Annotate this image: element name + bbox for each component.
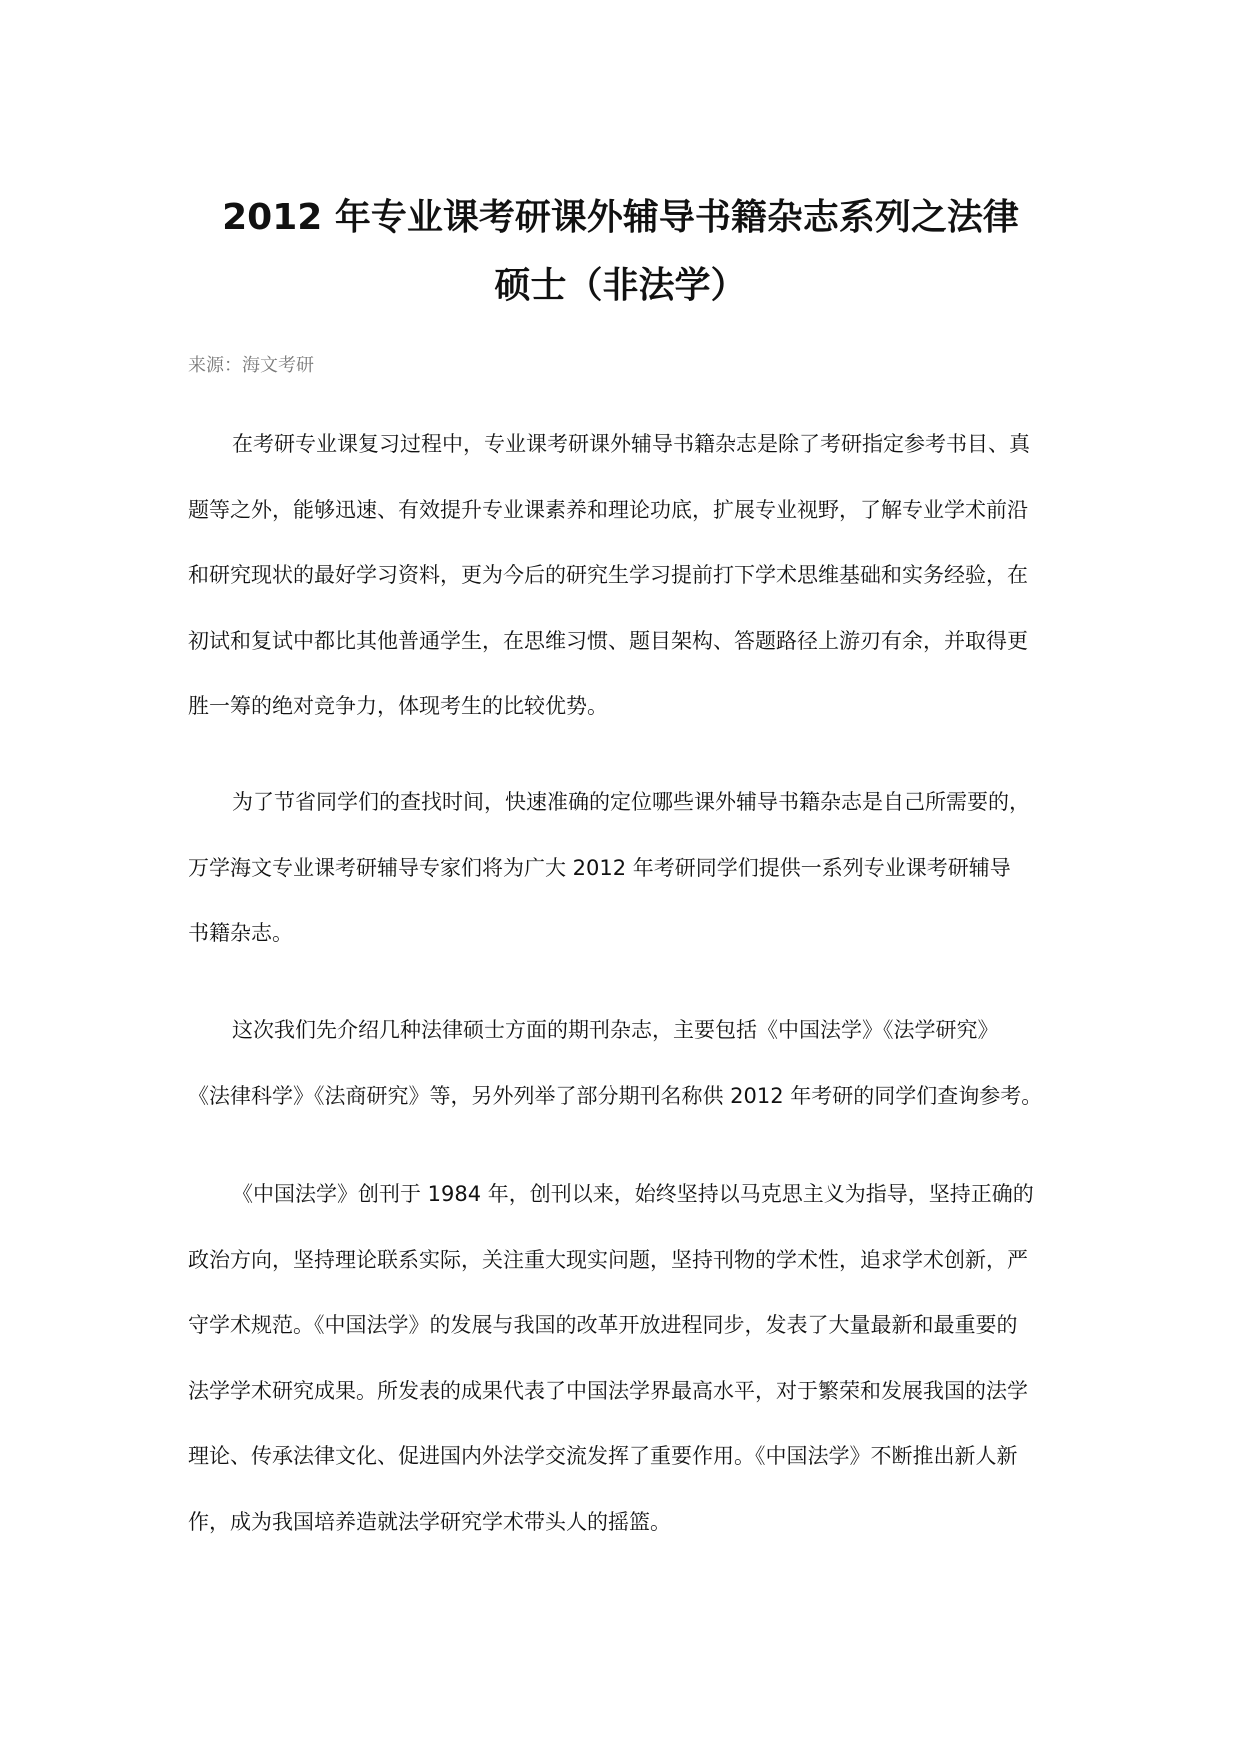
paragraph-line: 胜一筹的绝对竞争力，体现考生的比较优势。: [188, 694, 608, 718]
paragraph-line: 在考研专业课复习过程中，专业课考研课外辅导书籍杂志是除了考研指定参考书目、真: [232, 432, 1030, 456]
paragraph-line: 书籍杂志。: [188, 921, 293, 945]
paragraph-line: 这次我们先介绍几种法律硕士方面的期刊杂志，主要包括《中国法学》《法学研究》: [232, 1018, 999, 1042]
paragraph-line: 法学学术研究成果。所发表的成果代表了中国法学界最高水平，对于繁荣和发展我国的法学: [188, 1378, 1028, 1403]
paragraph-line: 万学海文专业课考研辅导专家们将为广大 2012 年考研同学们提供一系列专业课考研辅导: [188, 855, 1011, 880]
document-title: 2012 年专业课考研课外辅导书籍杂志系列之法律: [222, 197, 1019, 238]
paragraph-line: 和研究现状的最好学习资料，更为今后的研究生学习提前打下学术思维基础和实务经验，在: [188, 563, 1028, 587]
paragraph-line: 政治方向，坚持理论联系实际，关注重大现实问题，坚持刊物的学术性，追求学术创新，严: [188, 1247, 1028, 1272]
paragraph-line: 题等之外，能够迅速、有效提升专业课素养和理论功底，扩展专业视野，了解专业学术前沿: [188, 497, 1028, 522]
paragraph-3: [188, 998, 1058, 1129]
paragraph-4: [188, 1162, 1058, 1555]
paragraph-line: 《中国法学》创刊于 1984 年，创刊以来，始终坚持以马克思主义为指导，坚持正确的: [232, 1182, 1034, 1206]
paragraph-line: 为了节省同学们的查找时间，快速准确的定位哪些课外辅导书籍杂志是自己所需要的，: [232, 790, 1030, 814]
paragraph-line: 初试和复试中都比其他普通学生，在思维习惯、题目架构、答题路径上游刃有余，并取得更: [188, 628, 1028, 653]
source-line: 来源：海文考研: [188, 355, 314, 376]
document-title-continued: 硕士（非法学）: [494, 265, 747, 306]
paragraph-1: [188, 412, 1058, 740]
paragraph-line: 作，成为我国培养造就法学研究学术带头人的摇篮。: [188, 1509, 671, 1534]
paragraph-line: 守学术规范。《中国法学》的发展与我国的改革开放进程同步，发表了大量最新和最重要的: [188, 1313, 1018, 1337]
paragraph-line: 理论、传承法律文化、促进国内外法学交流发挥了重要作用。《中国法学》不断推出新人新: [188, 1444, 1018, 1468]
paragraph-2: [188, 770, 1058, 967]
paragraph-line: 《法律科学》《法商研究》等，另外列举了部分期刊名称供 2012 年考研的同学们查询参考。: [188, 1083, 1043, 1108]
